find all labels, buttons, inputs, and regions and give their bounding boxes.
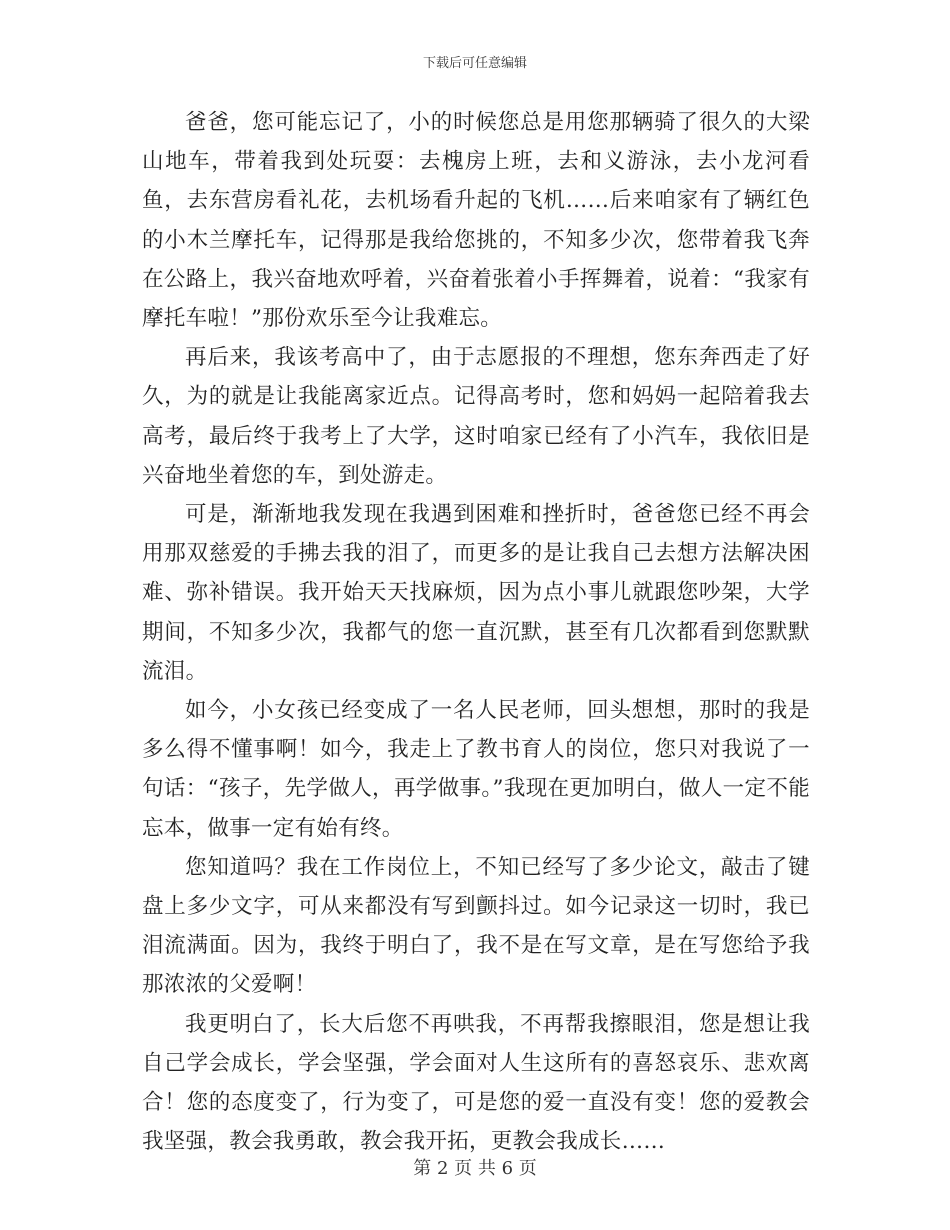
paragraph-3: 可是，渐渐地我发现在我遇到困难和挫折时，爸爸您已经不再会用那双慈爱的手拂去我的泪了，而更多的是让我自己去想方法解决困难、弥补错误。我开始天天找麻烦，因为点小事儿就跟您吵架，大学期间，不知多少次，我都气的您一直沉默，甚至有几次都看到您默默流泪。 xyxy=(142,502,810,684)
paragraph-2: 再后来，我该考高中了，由于志愿报的不理想，您东奔西走了好久，为的就是让我能离家近点。记得高考时，您和妈妈一起陪着我去高考，最后终于我考上了大学，这时咱家已经有了小汽车，我依旧是兴奋地坐着您的车，到处游走。 xyxy=(142,345,810,488)
paragraph-1: 爸爸，您可能忘记了，小的时候您总是用您那辆骑了很久的大梁山地车，带着我到处玩耍：去槐房上班，去和义游泳，去小龙河看鱼，去东营房看礼花，去机场看升起的飞机……后来咱家有了辆红色的小木兰摩托车，记得那是我给您挑的，不知多少次，您带着我飞奔在公路上，我兴奋地欢呼着，兴奋着张着小手挥舞着，说着：“我家有摩托车啦！”那份欢乐至今让我难忘。 xyxy=(142,110,810,332)
page-number: 第 2 页 共 6 页 xyxy=(413,1158,537,1179)
paragraph-6: 我更明白了，长大后您不再哄我，不再帮我擦眼泪，您是想让我自己学会成长，学会坚强，学会面对人生这所有的喜怒哀乐、悲欢离合！您的态度变了，行为变了，可是您的爱一直没有变！您的爱教会我坚强，教会我勇敢，教会我开拓，更教会我成长…… xyxy=(142,1011,810,1155)
document-body xyxy=(142,103,810,1161)
paragraph-4: 如今，小女孩已经变成了一名人民老师，回头想想，那时的我是多么得不懂事啊！如今，我走上了教书育人的岗位，您只对我说了一句话：“孩子，先学做人，再学做事。”我现在更加明白，做人一定不能忘本，做事一定有始有终。 xyxy=(142,698,810,841)
page-header: 下载后可任意编辑 xyxy=(422,56,527,71)
paragraph-5: 您知道吗？我在工作岗位上，不知已经写了多少论文，敲击了键盘上多少文字，可从来都没有写到颤抖过。如今记录这一切时，我已泪流满面。因为，我终于明白了，我不是在写文章，是在写您给予我那浓浓的父爱啊！ xyxy=(142,854,810,998)
